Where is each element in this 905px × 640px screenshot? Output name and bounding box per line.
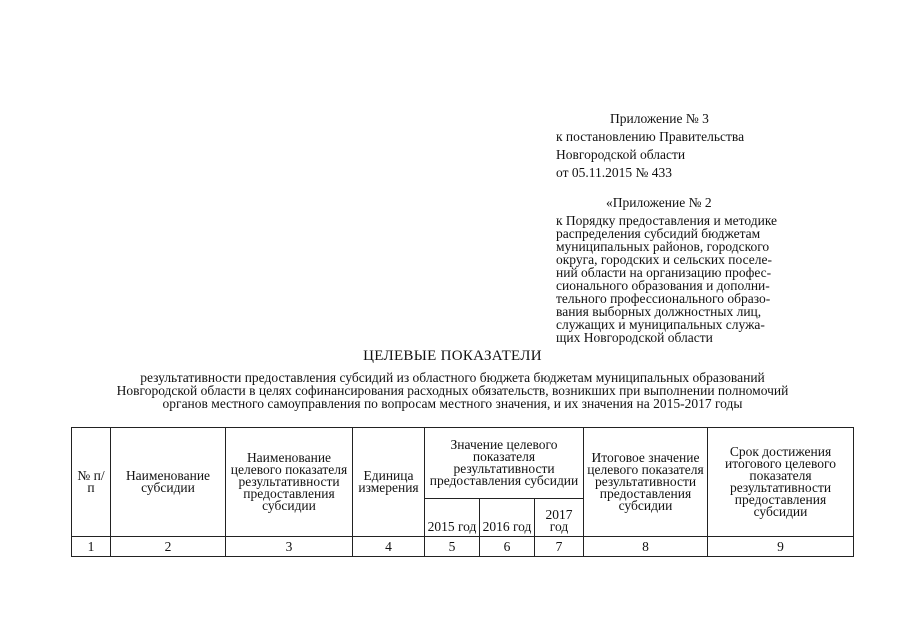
table-row (72, 537, 854, 557)
column-number: 1 (72, 537, 111, 557)
column-number: 7 (535, 537, 584, 557)
header-year-2015: 2015 год (425, 499, 480, 537)
appendix-2-block (556, 195, 856, 344)
header-subsidy-name: Наименование субсидии (111, 428, 226, 537)
header-year-2016: 2016 год (480, 499, 535, 537)
appendix-3-line: Новгородской области (556, 147, 686, 162)
column-number: 5 (425, 537, 480, 557)
appendix-2-line: муниципальных районов, городского (556, 239, 770, 254)
appendix-2-line: округа, городских и сельских поселе- (556, 252, 772, 267)
appendix-2-line: тельного профессионального образо- (556, 291, 771, 306)
table-header-row (72, 428, 854, 499)
document-subtitle (70, 371, 835, 410)
subtitle-line: органов местного самоуправления по вопросам местного значения, и их значения на 2015-2017 годы (162, 396, 743, 411)
column-number: 6 (480, 537, 535, 557)
appendix-2-title: «Приложение № 2 (606, 195, 712, 210)
column-number: 9 (708, 537, 854, 557)
column-number: 2 (111, 537, 226, 557)
appendix-2-line: служащих и муниципальных служа- (556, 317, 765, 332)
header-deadline: Срок достижения итогового целевого показателя результативности предоставления субсидии (708, 428, 854, 537)
column-number: 4 (353, 537, 425, 557)
appendix-2-line: щих Новгородской области (556, 330, 713, 345)
header-year-2017: 2017 год (535, 499, 584, 537)
appendix-2-line: к Порядку предоставления и методике (556, 213, 778, 228)
appendix-3-title: Приложение № 3 (610, 111, 709, 126)
appendix-3-block (556, 110, 856, 182)
appendix-2-line: ний области на организацию профес- (556, 265, 772, 280)
header-unit: Единица измерения (353, 428, 425, 537)
appendix-3-line: к постановлению Правительства (556, 129, 745, 144)
subtitle-line: Новгородской области в целях софинансирования расходных обязательств, возникших при выполнении полномочий (116, 383, 789, 398)
column-number: 3 (226, 537, 353, 557)
header-indicator-name: Наименование целевого показателя результативности предоставления субсидии (226, 428, 353, 537)
appendix-2-line: распределения субсидий бюджетам (556, 226, 761, 241)
header-final-value: Итоговое значение целевого показателя результативности предоставления субсидии (584, 428, 708, 537)
indicators-table (71, 427, 854, 557)
header-num: № п/п (72, 428, 111, 537)
column-number: 8 (584, 537, 708, 557)
document-title: ЦЕЛЕВЫЕ ПОКАЗАТЕЛИ (363, 348, 542, 364)
subtitle-line: результативности предоставления субсидий из областного бюджета бюджетам муниципальных образований (140, 370, 765, 385)
appendix-3-date: от 05.11.2015 № 433 (556, 165, 672, 180)
appendix-2-line: сионального образования и дополни- (556, 278, 770, 293)
appendix-2-line: вания выборных должностных лиц, (556, 304, 762, 319)
header-target-value: Значение целевого показателя результативности предоставления субсидии (425, 428, 584, 499)
